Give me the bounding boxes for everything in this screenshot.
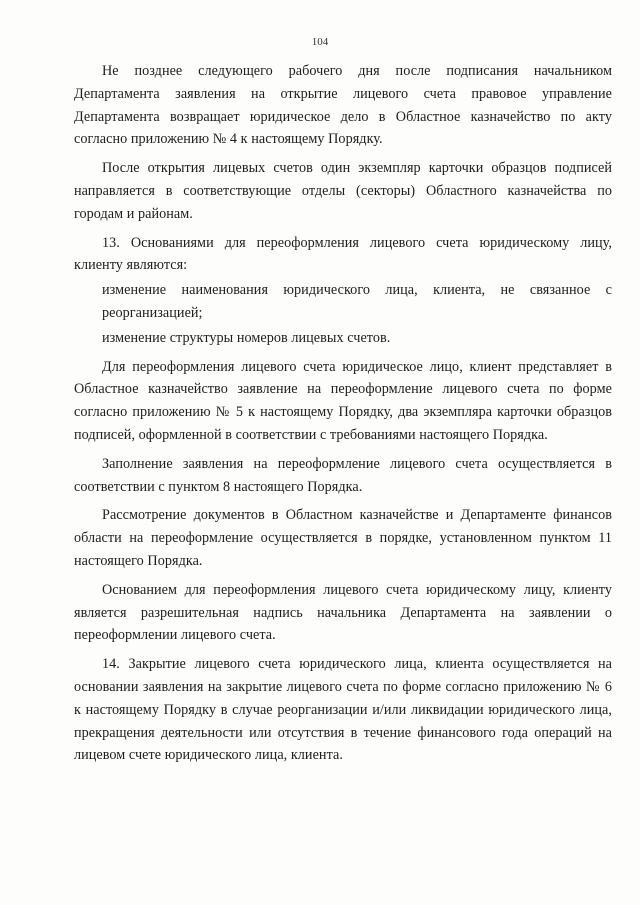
paragraph-return-legal-file: Не позднее следующего рабочего дня после подписания начальником Департамента заявления на открытие лицевого счета правовое управление Департамента возвращает юридическое дело в Областное казначейство по акту согласно приложению № 4 к настоящему Порядку.: [74, 63, 612, 148]
paragraph-signature-card: После открытия лицевых счетов один экземпляр карточки образцов подписей направляется в соответствующие отделы (секторы) Областного казначейства по городам и районам.: [74, 160, 612, 222]
paragraph-document-review: Рассмотрение документов в Областном казначействе и Департаменте финансов области на переоформление осуществляется в порядке, установленном пунктом 11 настоящего Порядка.: [74, 507, 612, 569]
document-body: [74, 60, 612, 773]
paragraph-application-filling: Заполнение заявления на переоформление лицевого счета осуществляется в соответствии с пунктом 8 настоящего Порядка.: [74, 455, 612, 495]
paragraph-reregistration-procedure: Для переоформления лицевого счета юридическое лицо, клиент представляет в Областное казначейство заявление на переоформление лицевого счета по форме согласно приложению № 5 к настоящему Порядку, два экземпляра карточки образцов подписей, оформленной в соответствии с требованиями настоящего Порядка.: [74, 358, 612, 443]
paragraph-reregistration-basis: Основанием для переоформления лицевого счета юридическому лицу, клиенту является разрешительная надпись начальника Департамента на заявлении о переоформлении лицевого счета.: [74, 581, 612, 644]
paragraph-13-grounds: 13. Основаниями для переоформления лицевого счета юридическому лицу, клиенту являются:: [74, 234, 612, 274]
list-item-structure-change: изменение структуры номеров лицевых счетов.: [102, 329, 391, 346]
list-item-name-change: изменение наименования юридического лица, клиента, не связанное с реорганизацией;: [102, 282, 612, 321]
page-number: 104: [311, 36, 329, 48]
paragraph-14-closing: 14. Закрытие лицевого счета юридического лица, клиента осуществляется на основании заявления на закрытие лицевого счета по форме согласно приложению № 6 к настоящему Порядку в случае реорганизации и/или ликвидации юридического лица, прекращения деятельности или отсутствия в течение финансового года операций на лицевом счете юридического лица, клиента.: [74, 656, 612, 764]
